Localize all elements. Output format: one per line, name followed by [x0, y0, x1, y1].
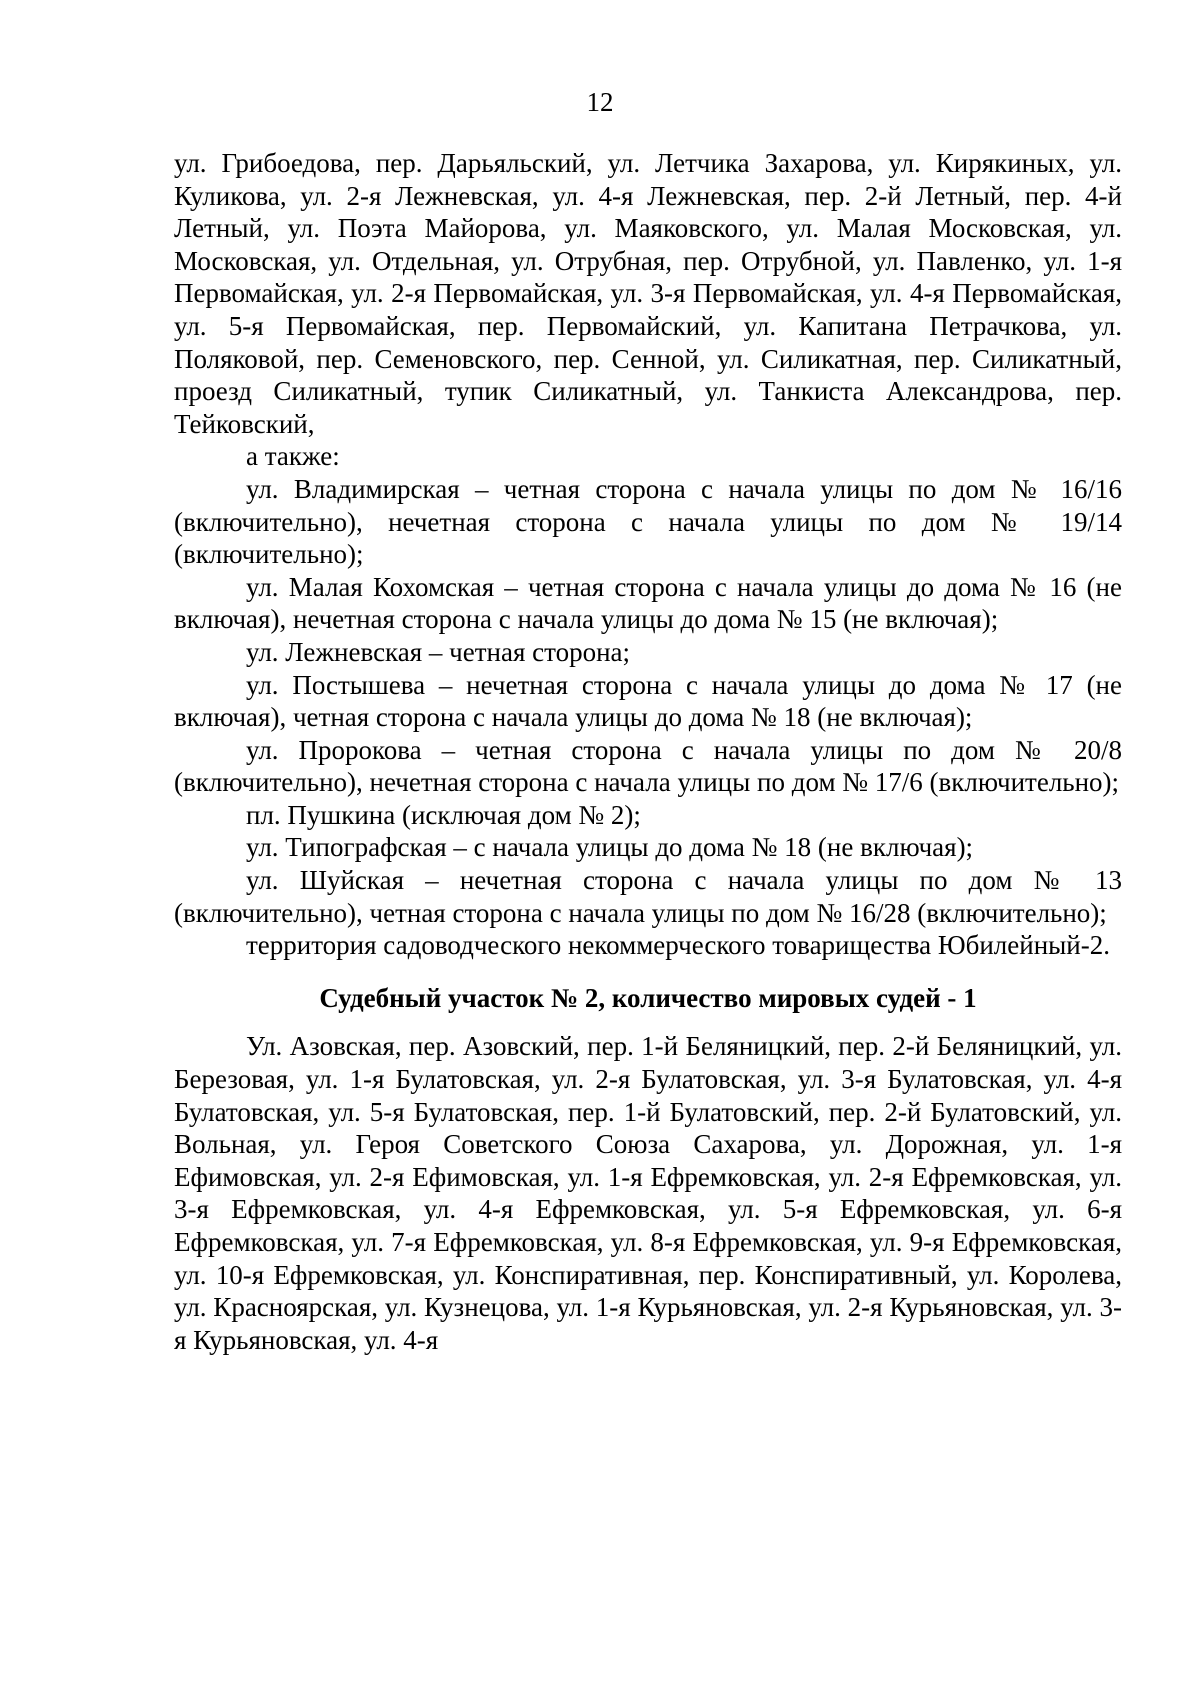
page-number: 12 — [586, 87, 614, 117]
section-heading: Судебный участок № 2, количество мировых судей - 1 — [319, 982, 977, 1013]
also-label: а также: — [246, 441, 340, 472]
street-entry-vladimirskaya: ул. Владимирская – четная сторона с начала улицы по дом № 16/16 (включительно), нечетная сторона с начала улицы по дом № 19/14 (включительно); — [174, 473, 1122, 570]
street-list-paragraph-section2: Ул. Азовская, пер. Азовский, пер. 1-й Беляницкий, пер. 2-й Беляницкий, ул. Березовая, ул. 1-я Булатовская, ул. 2-я Булатовская, ул. 3-я Булатовская, ул. 4-я Булатовская, ул. 5-я Булатовская, пер. 1-й Булатовский, пер. 2-й Булатовский, ул. Вольная, ул. Героя Советского Союза Сахарова, ул. Дорожная, ул. 1-я Ефимовская, ул. 2-я Ефимовская, ул. 1-я Ефремковская, ул. 2-я Ефремковская, ул. 3-я Ефремковская, ул. 4-я Ефремковская, ул. 5-я Ефремковская, ул. 6-я Ефремковская, ул. 7-я Ефремковская, ул. 8-я Ефремковская, ул. 9-я Ефремковская, ул. 10-я Ефремковская, ул. Конспиративная, пер. Конспиративный, ул. Королева, ул. Красноярская, ул. Кузнецова, ул. 1-я Курьяновская, ул. 2-я Курьяновская, ул. 3-я Курьяновская, ул. 4-я — [174, 1031, 1122, 1355]
document-body — [174, 147, 1122, 1356]
street-entry-tipografskaya: ул. Типографская – с начала улицы до дома № 18 (не включая); — [246, 832, 974, 863]
street-entry-malaya-kokhomskaya: ул. Малая Кохомская – четная сторона с начала улицы до дома № 16 (не включая), нечетная сторона с начала улицы до дома № 15 (не включая); — [174, 571, 1122, 635]
street-entry-shuyskaya: ул. Шуйская – нечетная сторона с начала улицы по дом № 13 (включительно), четная сторона с начала улицы по дом № 16/28 (включительно); — [174, 865, 1122, 928]
street-list-paragraph: ул. Грибоедова, пер. Дарьяльский, ул. Летчика Захарова, ул. Кирякиных, ул. Куликова, ул. 2-я Лежневская, ул. 4-я Лежневская, пер. 2-й Летный, пер. 4-й Летный, ул. Поэта Майорова, ул. Маяковского, ул. Малая Московская, ул. Московская, ул. Отдельная, ул. Отрубная, пер. Отрубной, ул. Павленко, ул. 1-я Первомайская, ул. 2-я Первомайская, ул. 3-я Первомайская, ул. 4-я Первомайская, ул. 5-я Первомайская, пер. Первомайский, ул. Капитана Петрачкова, ул. Поляковой, пер. Семеновского, пер. Сенной, ул. Силикатная, пер. Силикатный, проезд Силикатный, тупик Силикатный, ул. Танкиста Александрова, пер. Тейковский, — [174, 148, 1122, 439]
street-entry-snt-yubileyny: территория садоводческого некоммерческого товарищества Юбилейный-2. — [246, 930, 1110, 961]
street-entry-postysheva: ул. Постышева – нечетная сторона с начала улицы до дома № 17 (не включая), четная сторона с начала улицы до дома № 18 (не включая); — [174, 669, 1122, 733]
street-entry-pushkina: пл. Пушкина (исключая дом № 2); — [246, 799, 641, 830]
street-entry-prorokova: ул. Пророкова – четная сторона с начала улицы по дом № 20/8 (включительно), нечетная сторона с начала улицы по дом № 17/6 (включительно); — [174, 734, 1122, 798]
street-entry-lezhnevskaya: ул. Лежневская – четная сторона; — [246, 636, 630, 667]
